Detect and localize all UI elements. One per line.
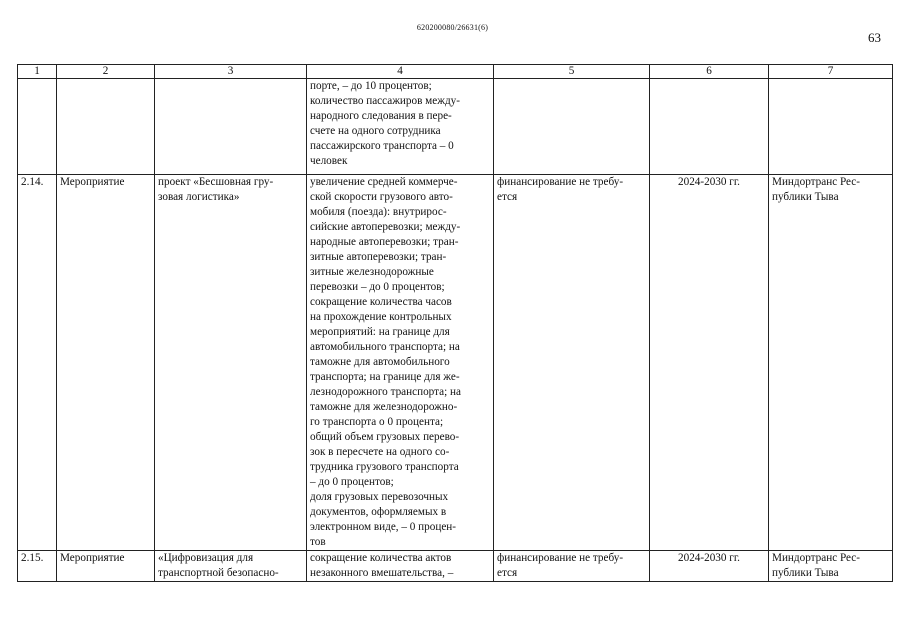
cell-text-line: Миндортранс Рес- [772, 176, 860, 188]
cell-text-line: мобиля (поезда): внутрирос- [310, 206, 447, 218]
cell-text-line: мероприятий: на границе для [310, 326, 450, 338]
row-indicators-cell [307, 551, 494, 582]
row-financing-cell [494, 551, 650, 582]
cell-text-line: ется [497, 191, 518, 203]
cell-text-line: лезнодорожного транспорта; на [310, 386, 461, 398]
header-cell: 4 [307, 65, 494, 79]
row-type-cell [57, 79, 155, 175]
cell-text-line: таможне для железнодорожно- [310, 401, 458, 413]
cell-text-line: таможне для автомобильного [310, 356, 450, 368]
cell-text-line: доля грузовых перевозочных [310, 491, 449, 503]
row-indicators-cell [307, 79, 494, 175]
row-responsible-cell [769, 79, 893, 175]
cell-text-line: сокращение количества часов [310, 296, 452, 308]
table-header-row [18, 65, 893, 79]
row-type-cell: Мероприятие [57, 551, 155, 582]
header-cell: 3 [155, 65, 307, 79]
row-period-cell: 2024-2030 гг. [650, 551, 769, 582]
page-number: 63 [868, 30, 881, 45]
table-row [18, 175, 893, 551]
row-indicators-cell [307, 175, 494, 551]
cell-text-line: документов, оформляемых в [310, 506, 447, 518]
cell-text-line: транспорта; на границе для же- [310, 371, 460, 383]
cell-text-line: го транспорта о 0 процента; [310, 416, 444, 428]
row-financing-cell [494, 79, 650, 175]
cell-text-line: ется [497, 567, 518, 579]
cell-text-line: зок в пересчете на одного со- [310, 446, 450, 458]
cell-text-line: Миндортранс Рес- [772, 552, 860, 564]
header-cell: 6 [650, 65, 769, 79]
cell-text-line: зитные автоперевозки; тран- [310, 251, 447, 263]
row-name-cell [155, 79, 307, 175]
cell-text-line: человек [310, 155, 348, 167]
cell-text-line: незаконного вмешательства, – [310, 567, 454, 579]
cell-text-line: перевозки – до 0 процентов; [310, 281, 445, 293]
measures-table [17, 64, 893, 582]
row-period-cell [650, 79, 769, 175]
cell-text-line: народные автоперевозки; тран- [310, 236, 459, 248]
cell-text-line: народного следования в пере- [310, 110, 452, 122]
cell-text-line: трудника грузового транспорта [310, 461, 459, 473]
cell-text-line: общий объем грузовых перево- [310, 431, 460, 443]
cell-text-line: зовая логистика» [158, 191, 240, 203]
header-cell: 1 [18, 65, 57, 79]
cell-text-line: «Цифровизация для [158, 552, 254, 564]
header-cell: 2 [57, 65, 155, 79]
cell-text-line: транспортной безопасно- [158, 567, 279, 579]
cell-text-line: количество пассажиров между- [310, 95, 460, 107]
cell-text-line: тов [310, 536, 326, 548]
table-row [18, 79, 893, 175]
cell-text-line: пассажирского транспорта – 0 [310, 140, 454, 152]
document-id: 620200080/26631(6) [416, 23, 489, 32]
cell-text-line: сийские автоперевозки; между- [310, 221, 461, 233]
cell-text-line: ской скорости грузового авто- [310, 191, 453, 203]
cell-text-line: публики Тыва [772, 567, 839, 579]
row-name-cell [155, 175, 307, 551]
row-financing-cell [494, 175, 650, 551]
row-number-cell: 2.15. [18, 551, 57, 582]
header-cell: 5 [494, 65, 650, 79]
row-name-cell [155, 551, 307, 582]
cell-text-line: увеличение средней коммерче- [310, 176, 458, 188]
cell-text-line: проект «Бесшовная гру- [158, 176, 274, 188]
cell-text-line: счете на одного сотрудника [310, 125, 441, 137]
cell-text-line: публики Тыва [772, 191, 839, 203]
cell-text-line: сокращение количества актов [310, 552, 452, 564]
cell-text-line: электронном виде, – 0 процен- [310, 521, 457, 533]
row-number-cell [18, 79, 57, 175]
cell-text-line: – до 0 процентов; [310, 476, 394, 488]
cell-text-line: на прохождение контрольных [310, 311, 452, 323]
row-period-cell: 2024-2030 гг. [650, 175, 769, 551]
cell-text-line: порте, – до 10 процентов; [310, 80, 432, 92]
cell-text-line: автомобильного транспорта; на [310, 341, 460, 353]
row-responsible-cell [769, 551, 893, 582]
row-type-cell: Мероприятие [57, 175, 155, 551]
cell-text-line: финансирование не требу- [497, 176, 624, 188]
header-cell: 7 [769, 65, 893, 79]
cell-text-line: зитные железнодорожные [310, 266, 434, 278]
row-number-cell: 2.14. [18, 175, 57, 551]
row-responsible-cell [769, 175, 893, 551]
table-row [18, 551, 893, 582]
cell-text-line: финансирование не требу- [497, 552, 624, 564]
